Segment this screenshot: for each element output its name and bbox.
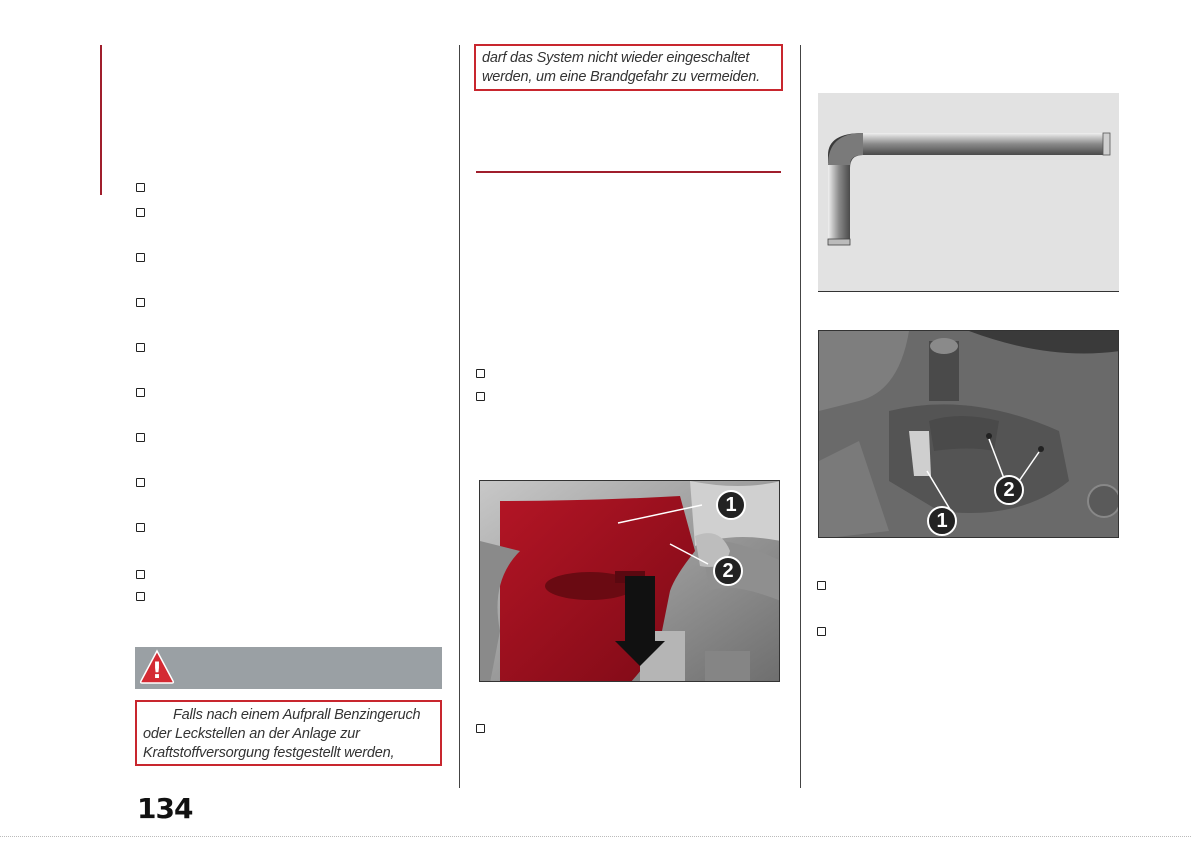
hex-key-icon xyxy=(818,93,1119,292)
warning-text-line: Falls nach einem Aufprall Benzingeruch xyxy=(173,707,421,723)
list-bullet xyxy=(476,369,485,378)
callout-2: 2 xyxy=(994,475,1024,505)
warning-text-line: oder Leckstellen an der Anlage zur xyxy=(143,726,360,742)
callout-2: 2 xyxy=(713,556,743,586)
callout-1: 1 xyxy=(927,506,957,536)
list-bullet xyxy=(136,523,145,532)
trim-line xyxy=(0,836,1191,837)
section-heading-rule xyxy=(476,171,781,173)
list-bullet xyxy=(136,343,145,352)
margin-accent-rule xyxy=(100,45,102,195)
page-number: 134 xyxy=(137,792,193,825)
list-bullet xyxy=(136,208,145,217)
warning-box xyxy=(135,700,442,766)
list-bullet xyxy=(136,570,145,579)
list-bullet xyxy=(136,433,145,442)
warning-text-line: werden, um eine Brandgefahr zu vermeiden. xyxy=(482,69,760,85)
list-bullet xyxy=(817,627,826,636)
list-bullet xyxy=(136,478,145,487)
list-bullet xyxy=(136,183,145,192)
list-bullet xyxy=(817,581,826,590)
list-bullet xyxy=(136,388,145,397)
warning-box-continued xyxy=(474,44,783,91)
list-bullet xyxy=(136,253,145,262)
figure-steering-column xyxy=(818,330,1119,538)
column-divider-1 xyxy=(459,45,460,788)
list-bullet xyxy=(476,724,485,733)
figure-footwell-panel xyxy=(479,480,780,682)
list-bullet xyxy=(136,298,145,307)
steering-column-illustration xyxy=(819,331,1119,538)
figure-hex-key xyxy=(818,93,1119,292)
list-bullet xyxy=(476,392,485,401)
warning-symbol: ! xyxy=(151,659,163,684)
callout-1: 1 xyxy=(716,490,746,520)
warning-header-bar xyxy=(135,647,442,689)
warning-text-line: Kraftstoffversorgung festgestellt werden, xyxy=(143,745,395,761)
column-divider-2 xyxy=(800,45,801,788)
warning-triangle-icon xyxy=(138,648,176,686)
list-bullet xyxy=(136,592,145,601)
warning-text-line: darf das System nicht wieder eingeschaltet xyxy=(482,50,750,66)
